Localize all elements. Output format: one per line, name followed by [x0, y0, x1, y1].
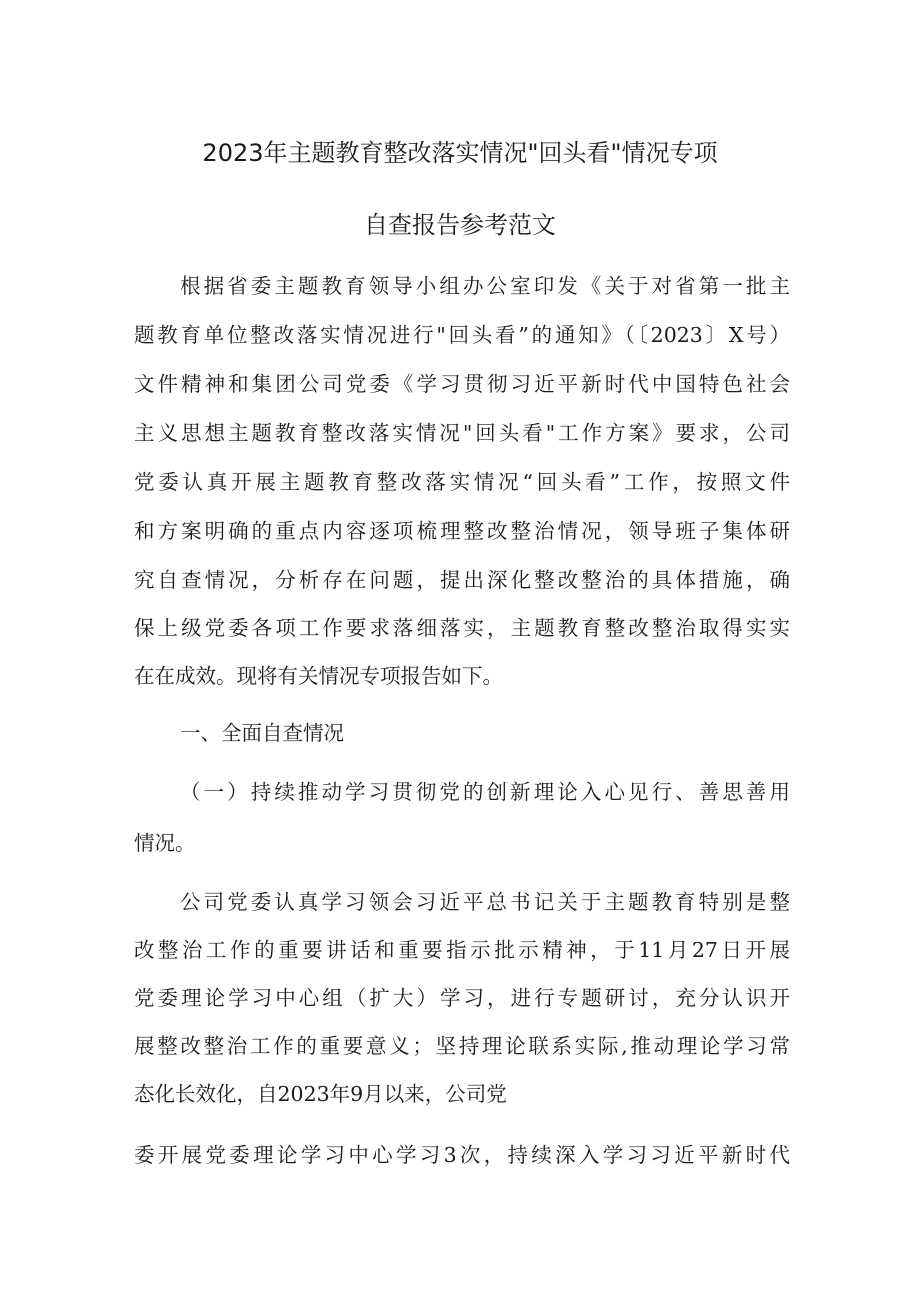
subsection-heading-1-line-1: （一）持续推动学习贯彻党的创新理论入心见行、善思善用	[180, 780, 790, 804]
paragraph-1-line-9: 在在成效。现将有关情况专项报告如下。	[134, 664, 503, 688]
document-title-line-1: 2023年主题教育整改落实情况"回头看"情况专项	[202, 139, 718, 167]
paragraph-1-line-7: 究自查情况，分析存在问题，提出深化整改整治的具体措施，确	[134, 568, 790, 592]
paragraph-1-line-3: 文件精神和集团公司党委《学习贯彻习近平新时代中国特色社会	[134, 372, 790, 396]
paragraph-2-line-5: 态化长效化，自2023年9月以来，公司党	[134, 1082, 507, 1106]
subsection-heading-1-line-2: 情况。	[134, 831, 196, 855]
section-heading-1: 一、全面自查情况	[180, 721, 344, 745]
document-title-line-2: 自查报告参考范文	[364, 211, 556, 239]
paragraph-2-line-3: 党委理论学习中心组（扩大）学习，进行专题研讨，充分认识开	[134, 986, 790, 1010]
paragraph-2-line-2: 改整治工作的重要讲话和重要指示批示精神，于11月27日开展	[134, 938, 790, 962]
paragraph-1-line-5: 党委认真开展主题教育整改落实情况“回头看”工作，按照文件	[134, 470, 790, 494]
paragraph-3-line-1: 委开展党委理论学习中心学习3次，持续深入学习习近平新时代	[134, 1143, 790, 1167]
paragraph-1-line-1: 根据省委主题教育领导小组办公室印发《关于对省第一批主	[180, 274, 790, 298]
paragraph-1-line-6: 和方案明确的重点内容逐项梳理整改整治情况，领导班子集体研	[134, 519, 790, 543]
paragraph-1-line-2: 题教育单位整改落实情况进行"回头看”的通知》（〔2023〕X号）	[134, 323, 790, 347]
paragraph-2-line-4: 展整改整治工作的重要意义；坚持理论联系实际,推动理论学习常	[134, 1034, 790, 1058]
paragraph-2-line-1: 公司党委认真学习领会习近平总书记关于主题教育特别是整	[180, 890, 790, 914]
paragraph-1-line-8: 保上级党委各项工作要求落细落实，主题教育整改整治取得实实	[134, 616, 790, 640]
paragraph-1-line-4: 主义思想主题教育整改落实情况"回头看"工作方案》要求，公司	[134, 421, 790, 445]
